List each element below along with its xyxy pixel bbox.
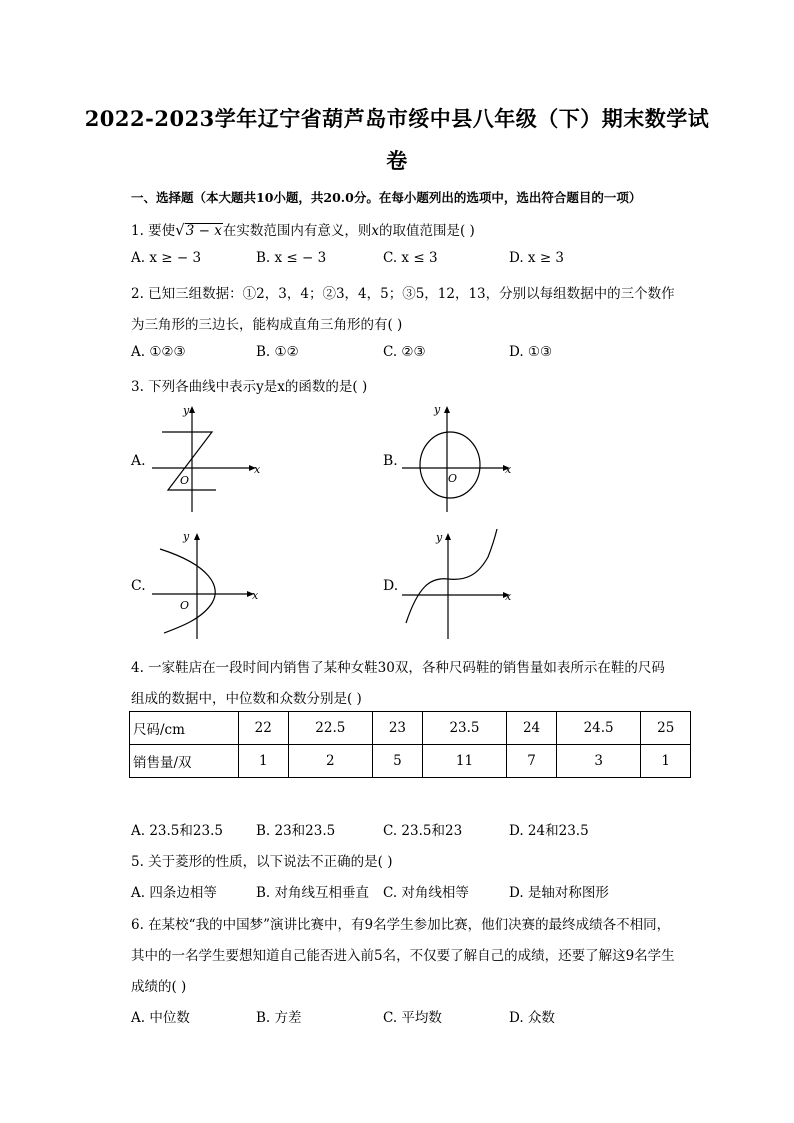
question-2-line1: 2. 已知三组数据：①2，3，4；②3，4，5；③5，12，13，分别以每组数据中的三个数作 [131, 286, 675, 302]
question-6-line2: 其中的一名学生要想知道自己能否进入前5名，不仅要了解自己的成绩，还要了解这9名学生 [131, 948, 675, 964]
count-cell: 2 [288, 745, 373, 778]
graph-a-y-arrow [189, 406, 195, 413]
graph-b-y-arrow [444, 406, 450, 413]
question-4-line2: 组成的数据中，中位数和众数分别是( ) [131, 691, 362, 707]
size-cell: 25 [641, 712, 691, 745]
q5-option-d[interactable]: D. 是轴对称图形 [509, 885, 609, 901]
count-cell: 1 [239, 745, 289, 778]
paper-title-line1: 2022-2023学年辽宁省葫芦岛市绥中县八年级（下）期末数学试 [84, 106, 710, 131]
size-cell: 23.5 [422, 712, 507, 745]
q1-radicand: 3 − x [185, 223, 222, 239]
graph-a-origin: O [180, 474, 190, 487]
size-cell: 24.5 [556, 712, 641, 745]
size-cell: 22 [239, 712, 289, 745]
q1-prefix: 1. 要使 [131, 223, 176, 239]
table-row-sizes [130, 712, 691, 745]
q6-option-a[interactable]: A. 中位数 [131, 1010, 190, 1026]
graph-d-y-label: y [436, 531, 443, 544]
question-1: 1. 要使√3 − x在实数范围内有意义，则x的取值范围是( ) [131, 221, 475, 239]
count-cell: 5 [373, 745, 423, 778]
graph-c-origin: O [180, 599, 190, 612]
graph-b-label[interactable]: B. [383, 453, 398, 469]
q5-option-a[interactable]: A. 四条边相等 [131, 885, 217, 901]
q4-option-d[interactable]: D. 24和23.5 [509, 823, 589, 839]
paper-title-line2: 卷 [386, 148, 408, 173]
q1-option-c[interactable]: C. x ≤ 3 [383, 250, 438, 266]
q1-option-b[interactable]: B. x ≤ − 3 [256, 250, 327, 266]
question-3: 3. 下列各曲线中表示y是x的函数的是( ) [131, 379, 368, 395]
graph-a-y-label: y [183, 404, 190, 417]
graph-c-y-label: y [183, 530, 190, 543]
graph-a [150, 400, 270, 515]
graph-c-y-arrow [194, 533, 200, 540]
graph-d-y-arrow [445, 533, 451, 540]
q1-suffix: 的取值范围是( ) [378, 223, 475, 239]
graph-d [400, 527, 520, 642]
question-6-line3: 成绩的( ) [131, 979, 187, 995]
q2-option-b[interactable]: B. ①② [256, 344, 299, 360]
graph-c-curve [160, 549, 215, 633]
q1-option-d[interactable]: D. x ≥ 3 [509, 250, 565, 266]
graph-b-curve [420, 432, 480, 498]
graph-b-x-label: x [505, 463, 512, 476]
graph-b-origin: O [448, 472, 458, 485]
graph-d-curve [406, 529, 497, 623]
q5-option-b[interactable]: B. 对角线互相垂直 [256, 885, 370, 901]
graph-a-label[interactable]: A. [131, 453, 146, 469]
question-4-line1: 4. 一家鞋店在一段时间内销售了某种女鞋30双，各种尺码鞋的销售量如表所示在鞋的尺码 [131, 660, 665, 676]
table-header-size: 尺码/cm [130, 712, 239, 745]
q1-middle: 在实数范围内有意义，则 [222, 223, 372, 239]
graph-d-label[interactable]: D. [383, 578, 399, 594]
q5-option-c[interactable]: C. 对角线相等 [383, 885, 469, 901]
q2-option-c[interactable]: C. ②③ [383, 344, 426, 360]
count-cell: 7 [507, 745, 557, 778]
q4-option-b[interactable]: B. 23和23.5 [256, 823, 336, 839]
table-row-counts [130, 745, 691, 778]
graph-c-label[interactable]: C. [131, 578, 146, 594]
question-5: 5. 关于菱形的性质，以下说法不正确的是( ) [131, 854, 393, 870]
q6-option-c[interactable]: C. 平均数 [383, 1010, 442, 1026]
question-6-line1: 6. 在某校“我的中国梦”演讲比赛中，有9名学生参加比赛，他们决赛的最终成绩各不相同， [131, 917, 671, 933]
section-heading: 一、选择题（本大题共10小题，共20.0分。在每小题列出的选项中，选出符合题目的一项） [131, 190, 642, 205]
count-cell: 3 [556, 745, 641, 778]
graph-a-x-label: x [254, 463, 261, 476]
q6-option-b[interactable]: B. 方差 [256, 1010, 302, 1026]
q6-option-d[interactable]: D. 众数 [509, 1010, 555, 1026]
q2-option-d[interactable]: D. ①③ [509, 344, 553, 360]
count-cell: 11 [422, 745, 507, 778]
q1-option-a[interactable]: A. x ≥ − 3 [131, 250, 202, 266]
graph-c [150, 527, 270, 642]
size-cell: 23 [373, 712, 423, 745]
count-cell: 1 [641, 745, 691, 778]
graph-b [400, 400, 520, 515]
graph-c-x-label: x [252, 589, 259, 602]
question-2-line2: 为三角形的三边长，能构成直角三角形的有( ) [131, 317, 403, 333]
table-header-count: 销售量/双 [130, 745, 239, 778]
q4-option-c[interactable]: C. 23.5和23 [383, 823, 463, 839]
size-cell: 24 [507, 712, 557, 745]
graph-b-y-label: y [434, 403, 441, 416]
q2-option-a[interactable]: A. ①②③ [131, 344, 186, 360]
size-cell: 22.5 [288, 712, 373, 745]
q4-option-a[interactable]: A. 23.5和23.5 [131, 823, 223, 839]
q1-variable: x [371, 223, 379, 239]
graph-d-x-label: x [505, 590, 512, 603]
shoe-sales-table [129, 711, 691, 778]
